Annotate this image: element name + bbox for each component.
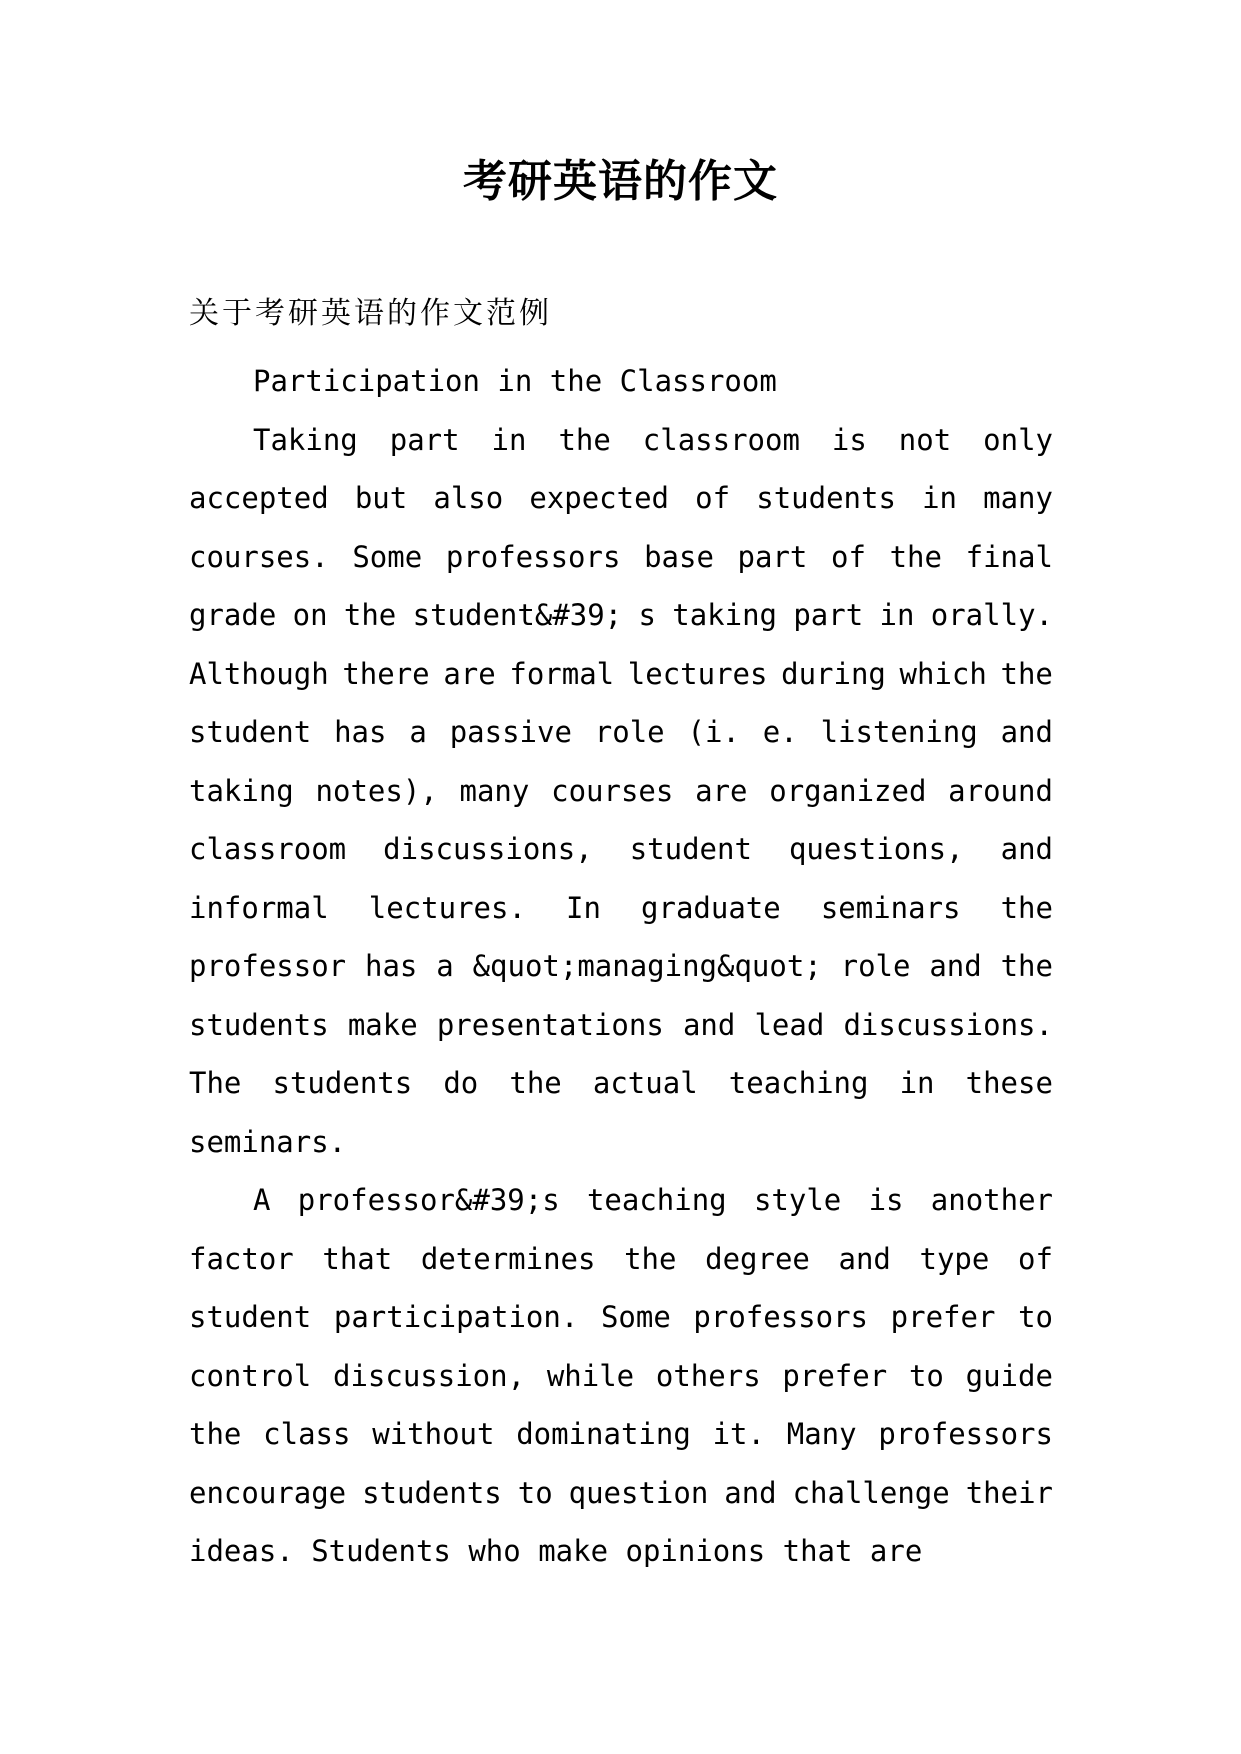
word: only [983,422,1053,457]
word: questions, [788,832,964,866]
text-line: ideas. Students who make opinions that are [189,1534,923,1568]
word: organized [769,773,927,808]
word: part [389,422,460,457]
word: the [1000,949,1053,983]
word: students [272,1066,413,1100]
word: make [347,1007,418,1042]
word: the [1000,656,1053,691]
word: professor [189,949,347,983]
word: student [629,832,752,866]
word: graduate [641,890,781,925]
word: base [644,539,714,574]
word: actual [592,1066,698,1100]
word: on [292,598,328,632]
word: while [546,1358,635,1393]
word: encourage [189,1475,347,1510]
word: Taking [253,422,358,457]
word: role [594,715,665,749]
word: question [568,1475,709,1510]
text-line [189,1230,1053,1289]
word: that [322,1241,393,1276]
text-line [189,1347,1053,1406]
word: teaching [586,1183,727,1217]
word: informal [189,890,329,925]
text-line [189,820,1053,879]
essay-heading: Participation in the Classroom [253,364,777,398]
word: In [566,890,601,925]
word: students [756,481,896,515]
word: the [343,598,397,632]
word: has [365,949,418,983]
word: style [753,1183,842,1217]
text-line [189,1054,1053,1113]
word: the [624,1241,677,1276]
word: professors [693,1300,869,1334]
word: student [189,1300,312,1334]
word: in [491,422,527,457]
word: prefer [890,1300,996,1334]
text-line [189,411,1053,470]
word: student&#39; [412,598,623,632]
word: the [558,422,611,457]
document-title: 考研英语的作文 [463,156,778,207]
word: Although [189,656,329,691]
word: of [1017,1241,1053,1276]
word: discussions, [383,832,593,866]
word: dominating [516,1417,691,1451]
text-line [189,937,1053,996]
text-line [189,1464,1053,1523]
word: there [342,656,430,691]
text-line [189,996,1053,1055]
word: participation. [333,1300,579,1334]
word: to [1018,1300,1053,1334]
word: which [899,656,987,691]
word: the [509,1066,562,1100]
word: and [838,1241,891,1276]
document-subtitle: 关于考研英语的作文范例 [189,296,552,331]
word: a [436,949,454,983]
word: to [908,1358,944,1393]
word: classroom [642,422,800,457]
text-line [189,645,1053,704]
word: prefer [782,1358,888,1393]
word: expected [529,481,670,515]
word: type [919,1241,990,1276]
word: part [793,598,864,632]
text-line [189,879,1053,938]
word: professors [445,539,621,574]
word: a [409,715,427,749]
paragraph-2 [189,1171,1053,1581]
word: without [372,1417,495,1451]
paragraph-1 [189,411,1053,1172]
word: students [362,1475,502,1510]
text-line [189,586,1053,645]
word: is [831,422,867,457]
word: (i. [687,715,740,749]
word: are [695,773,748,808]
text-line: seminars. [189,1124,347,1159]
word: also [433,481,504,515]
word: student [189,715,312,749]
text-line [189,1405,1053,1464]
word: the [1000,890,1053,925]
word: grade [189,598,277,632]
word: lectures. [368,890,526,925]
word: degree [705,1241,810,1276]
word: many [459,773,530,808]
word: passive [449,715,572,749]
word: classroom [189,832,347,866]
word: not [898,422,952,457]
word: discussions. [843,1007,1053,1042]
word: Some [600,1300,671,1334]
word: determines [420,1241,596,1276]
word: others [655,1358,761,1393]
word: and [724,1475,777,1510]
word: courses [551,773,674,808]
word: guide [965,1358,1053,1393]
word: in [922,481,957,515]
word: lectures [627,656,768,691]
word: teaching [728,1066,869,1100]
word: but [354,481,408,515]
word: presentations [436,1007,664,1042]
word: do [443,1066,479,1100]
word: students [189,1007,329,1042]
word: notes), [315,773,438,808]
word: are [443,656,496,691]
word: seminars [820,890,961,925]
word: around [948,773,1053,808]
word: in [879,598,915,632]
text-line [189,1288,1053,1347]
word: final [965,539,1053,574]
word: part [737,539,808,574]
word: of [695,481,731,515]
text-line [189,703,1053,762]
word: in [899,1066,935,1100]
word: discussion, [332,1358,526,1393]
word: class [263,1417,351,1451]
text-line [189,469,1053,528]
word: e. [762,715,798,749]
word: Many [786,1417,857,1451]
word: professor&#39;s [297,1183,560,1217]
word: many [983,481,1053,515]
text-line [189,1171,1053,1230]
word: orally. [930,598,1053,632]
document-body [189,352,1053,1581]
word: their [965,1475,1053,1510]
word: s [638,598,656,632]
word: formal [509,656,615,691]
word: courses. [189,539,329,574]
word: is [868,1183,904,1217]
word: the [189,1417,242,1451]
word: role [840,949,911,983]
word: taking [189,773,294,808]
text-line [189,762,1053,821]
word: The [189,1066,242,1100]
word: has [334,715,387,749]
word: challenge [792,1475,950,1510]
word: lead [754,1007,825,1042]
word: another [930,1183,1053,1217]
word: A [253,1183,271,1217]
word: to [517,1475,553,1510]
word: listening [820,715,978,749]
word: the [889,539,942,574]
word: and [1000,715,1053,749]
word: during [781,656,886,691]
word: and [682,1007,736,1042]
word: and [1000,832,1053,866]
word: control [189,1358,312,1393]
word: accepted [189,481,329,515]
word: taking [672,598,778,632]
word: these [965,1066,1053,1100]
word: &quot;managing&quot; [472,949,822,983]
word: of [831,539,866,574]
word: factor [189,1241,294,1276]
word: it. [712,1417,765,1451]
word: and [929,949,982,983]
word: Some [352,539,423,574]
word: professors [878,1417,1053,1451]
text-line [189,528,1053,587]
